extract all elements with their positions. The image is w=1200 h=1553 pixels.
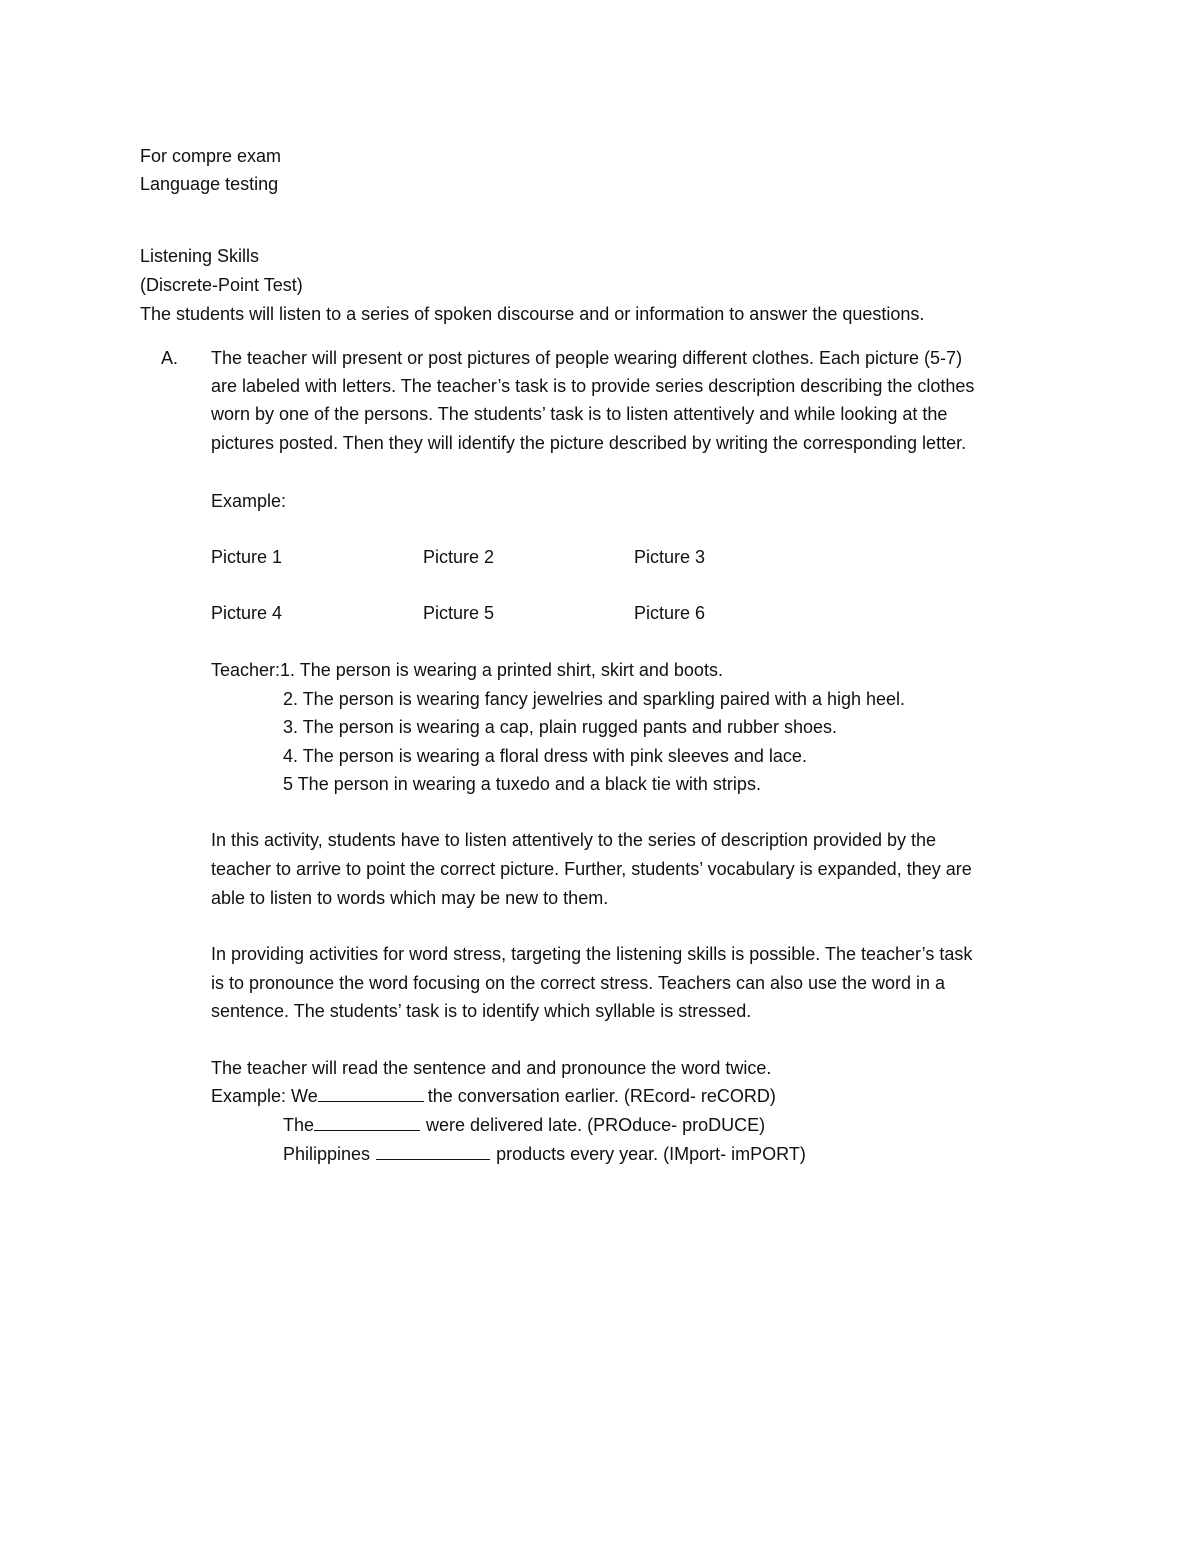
section-title: Listening Skills — [140, 246, 260, 266]
teacher-description-3: 3. The person is wearing a cap, plain rugged pants and rubber shoes. — [283, 717, 838, 737]
sentence-prefix: Philippines — [283, 1144, 371, 1164]
activity-paragraph-line-2: teacher to arrive to point the correct picture. Further, students’ vocabulary is expanded, they are — [211, 859, 972, 879]
stress-paragraph-line-3: sentence. The students’ task is to identify which syllable is stressed. — [211, 1001, 752, 1021]
sentence-prefix: The — [283, 1115, 315, 1135]
answer-blank[interactable] — [376, 1145, 490, 1160]
picture-label: Picture 1 — [211, 547, 283, 567]
stress-paragraph-line-1: In providing activities for word stress, targeting the listening skills is possible. The teacher’s task — [211, 944, 973, 964]
stress-sentence-3 — [283, 1143, 806, 1165]
picture-label: Picture 6 — [634, 603, 706, 623]
teacher-description-2: 2. The person is wearing fancy jewelries and sparkling paired with a high heel. — [283, 689, 906, 709]
answer-blank[interactable] — [318, 1087, 424, 1102]
picture-label: Picture 4 — [211, 603, 283, 623]
item-a-marker: A. — [161, 348, 179, 368]
sentence-rest: were delivered late. (PROduce- proDUCE) — [426, 1115, 766, 1135]
stress-paragraph-line-2: is to pronounce the word focusing on the correct stress. Teachers can also use the word in a — [211, 973, 946, 993]
answer-blank[interactable] — [314, 1116, 420, 1131]
sentence-rest: products every year. (IMport- imPORT) — [496, 1144, 806, 1164]
header-line-1: For compre exam — [140, 146, 282, 166]
activity-paragraph-line-1: In this activity, students have to listen attentively to the series of description provided by the — [211, 830, 937, 850]
stress-sentence-1 — [211, 1085, 776, 1107]
teacher-description-5: 5 The person in wearing a tuxedo and a black tie with strips. — [283, 774, 761, 794]
example-label: Example: — [211, 491, 287, 511]
item-a-line-2: are labeled with letters. The teacher’s task is to provide series description describing the clothes — [211, 376, 975, 396]
stress-instruction: The teacher will read the sentence and and pronounce the word twice. — [211, 1058, 772, 1078]
sentence-rest: the conversation earlier. (REcord- reCORD) — [427, 1086, 776, 1106]
item-a-line-1: The teacher will present or post pictures of people wearing different clothes. Each picture (5-7) — [211, 348, 963, 368]
activity-paragraph-line-3: able to listen to words which may be new to them. — [211, 888, 609, 908]
header-line-2: Language testing — [140, 174, 279, 194]
stress-sentence-2 — [283, 1114, 765, 1136]
sentence-prefix: Example: We — [211, 1086, 318, 1106]
picture-label: Picture 5 — [423, 603, 495, 623]
teacher-description-1 — [211, 659, 723, 681]
teacher-prefix: Teacher: — [211, 660, 281, 680]
picture-label: Picture 2 — [423, 547, 495, 567]
description-text: 1. The person is wearing a printed shirt, skirt and boots. — [280, 660, 723, 680]
item-a-line-3: worn by one of the persons. The students’ task is to listen attentively and while looking at the — [211, 404, 948, 424]
item-a-line-4: pictures posted. Then they will identify the picture described by writing the corresponding letter. — [211, 433, 967, 453]
section-intro: The students will listen to a series of spoken discourse and or information to answer the questions. — [140, 304, 925, 324]
section-subtitle: (Discrete-Point Test) — [140, 275, 303, 295]
teacher-description-4: 4. The person is wearing a floral dress with pink sleeves and lace. — [283, 746, 807, 766]
picture-label: Picture 3 — [634, 547, 706, 567]
